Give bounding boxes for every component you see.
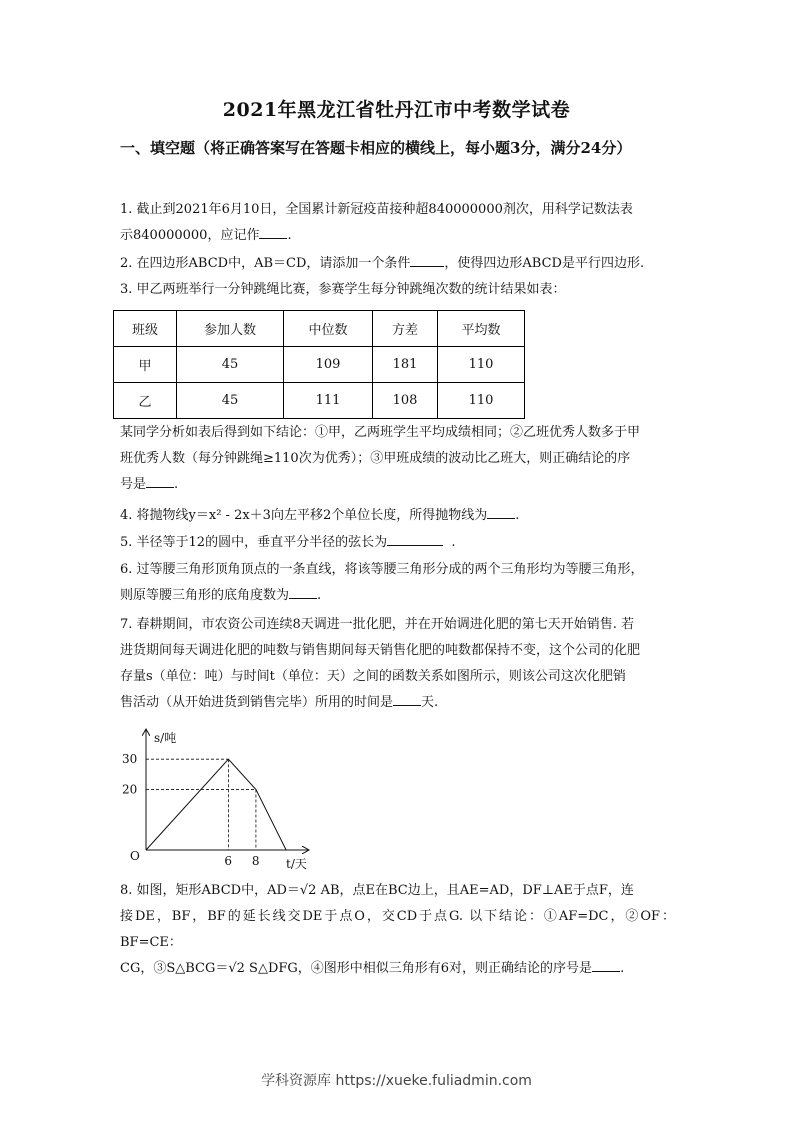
q3-text: 号是: [120, 477, 147, 492]
answer-blank: [259, 224, 287, 239]
answer-blank: [393, 691, 421, 706]
page-title: 2021年黑龙江省牡丹江市中考数学试卷: [222, 99, 571, 121]
x-ticks: [224, 854, 259, 868]
table-header-cell: 平均数: [438, 311, 525, 347]
question-2: [120, 251, 675, 277]
question-1: [120, 197, 675, 249]
q3-period: .: [174, 477, 179, 492]
q6-text: 则原等腰三角形的底角度数为: [120, 588, 290, 603]
q2-text-a: 2. 在四边形ABCD中，AB＝CD，请添加一个条件: [120, 256, 411, 271]
q1-line2: [120, 223, 675, 249]
q6-period: .: [317, 588, 322, 603]
y-ticks: [122, 752, 137, 796]
answer-blank: [387, 531, 443, 546]
q3-after-line3: [120, 472, 675, 498]
q7-text: 售活动（从开始进货到销售完毕）所用的时间是: [120, 695, 394, 710]
table-header-cell: 班级: [114, 311, 177, 347]
y-tick-label: 30: [122, 752, 138, 767]
x-tick-label: 6: [224, 854, 233, 868]
table-cell: 111: [284, 383, 373, 419]
y-tick-label: 20: [122, 782, 138, 797]
answer-blank: [592, 957, 620, 972]
q1-line1: 1. 截止到2021年6月10日，全国累计新冠疫苗接种超840000000剂次，用科学记数法表: [120, 202, 633, 217]
q3-after-line2: 班优秀人数（每分钟跳绳≥110次为优秀）；③甲班成绩的波动比乙班大，则正确结论的序: [120, 451, 631, 466]
table-header-cell: 参加人数: [177, 311, 284, 347]
table-row: [114, 383, 525, 419]
table-cell: 甲: [114, 347, 177, 383]
table-cell: 45: [177, 347, 284, 383]
y-axis-label: s/吨: [154, 731, 177, 745]
q1-text: 示840000000，应记作: [120, 228, 260, 243]
question-8: [120, 878, 675, 982]
table-cell: 109: [284, 347, 373, 383]
guide-lines: [146, 759, 256, 850]
q5-period: .: [451, 535, 456, 550]
q2-text-b: ，使得四边形ABCD是平行四边形.: [444, 256, 645, 271]
table-cell: 110: [438, 383, 525, 419]
table-row: [114, 347, 525, 383]
question-3-intro: 3. 甲乙两班举行一分钟跳绳比赛，参赛学生每分钟跳绳次数的统计结果如表：: [120, 282, 566, 297]
series-line: [146, 759, 286, 850]
q7-line3: 存量s（单位：吨）与时间t（单位：天）之间的函数关系如图所示，则该公司这次化肥销: [120, 669, 626, 684]
q8-period: .: [620, 961, 625, 976]
q8-line2: 接DE，BF，BF的延长线交DE于点O，交CD于点G. 以下结论：①AF=DC，②OF：BF=CE：: [120, 909, 675, 950]
q4-text: 4. 将抛物线y＝x² - 2x＋3向左平移2个单位长度，所得抛物线为: [120, 508, 488, 523]
table-cell: 110: [438, 347, 525, 383]
answer-blank: [146, 473, 174, 488]
q1-period: .: [287, 228, 292, 243]
q3-after-line1: 某同学分析如表后得到如下结论：①甲，乙两班学生平均成绩相同；②乙班优秀人数多于甲: [120, 425, 641, 440]
q7-tail: 天.: [421, 695, 439, 710]
q7-line4: [120, 690, 675, 716]
origin-label: O: [130, 849, 140, 863]
x-tick-label: 8: [251, 854, 260, 868]
table-cell: 181: [373, 347, 438, 383]
q4-period: .: [515, 508, 520, 523]
table-header-cell: 方差: [373, 311, 438, 347]
statistics-table: [113, 310, 525, 419]
question-3-conclusions: [120, 420, 675, 498]
x-axis-label: t/天: [286, 857, 307, 871]
question-5: [120, 530, 675, 556]
q7-line1: 7. 春耕期间，市农资公司连续8天调进一批化肥，并在开始调进化肥的第七天开始销售. 若: [120, 617, 635, 632]
footer-watermark: 学科资源库 https://xueke.fuliadmin.com: [261, 1073, 532, 1089]
table-header-cell: 中位数: [284, 311, 373, 347]
table-cell: 乙: [114, 383, 177, 419]
answer-blank: [487, 504, 515, 519]
table-cell: 108: [373, 383, 438, 419]
table-cell: 45: [177, 383, 284, 419]
q8-text: CG，③S△BCG＝√2 S△DFG，④图形中相似三角形有6对，则正确结论的序号是: [120, 961, 593, 976]
question-4: [120, 503, 675, 529]
section-heading: 一、填空题（将正确答案写在答题卡相应的横线上，每小题3分，满分24分）: [120, 139, 632, 157]
q6-line1: 6. 过等腰三角形顶角顶点的一条直线，将该等腰三角形分成的两个三角形均为等腰三角形，: [120, 562, 644, 577]
q8-line1: 8. 如图，矩形ABCD中，AD＝√2 AB，点E在BC边上，且AE=AD，DF⊥AE于点F，连: [120, 883, 634, 898]
q8-line3: [120, 956, 675, 982]
question-7: [120, 612, 675, 716]
function-graph: [108, 726, 328, 876]
table-header-row: [114, 311, 525, 347]
q5-text: 5. 半径等于12的圆中，垂直平分半径的弦长为: [120, 535, 388, 550]
q7-line2: 进货期间每天调进化肥的吨数与销售期间每天销售化肥的吨数都保持不变，这个公司的化肥: [120, 643, 641, 658]
q6-line2: [120, 583, 675, 609]
answer-blank: [410, 252, 444, 267]
answer-blank: [289, 584, 317, 599]
question-6: [120, 557, 675, 609]
